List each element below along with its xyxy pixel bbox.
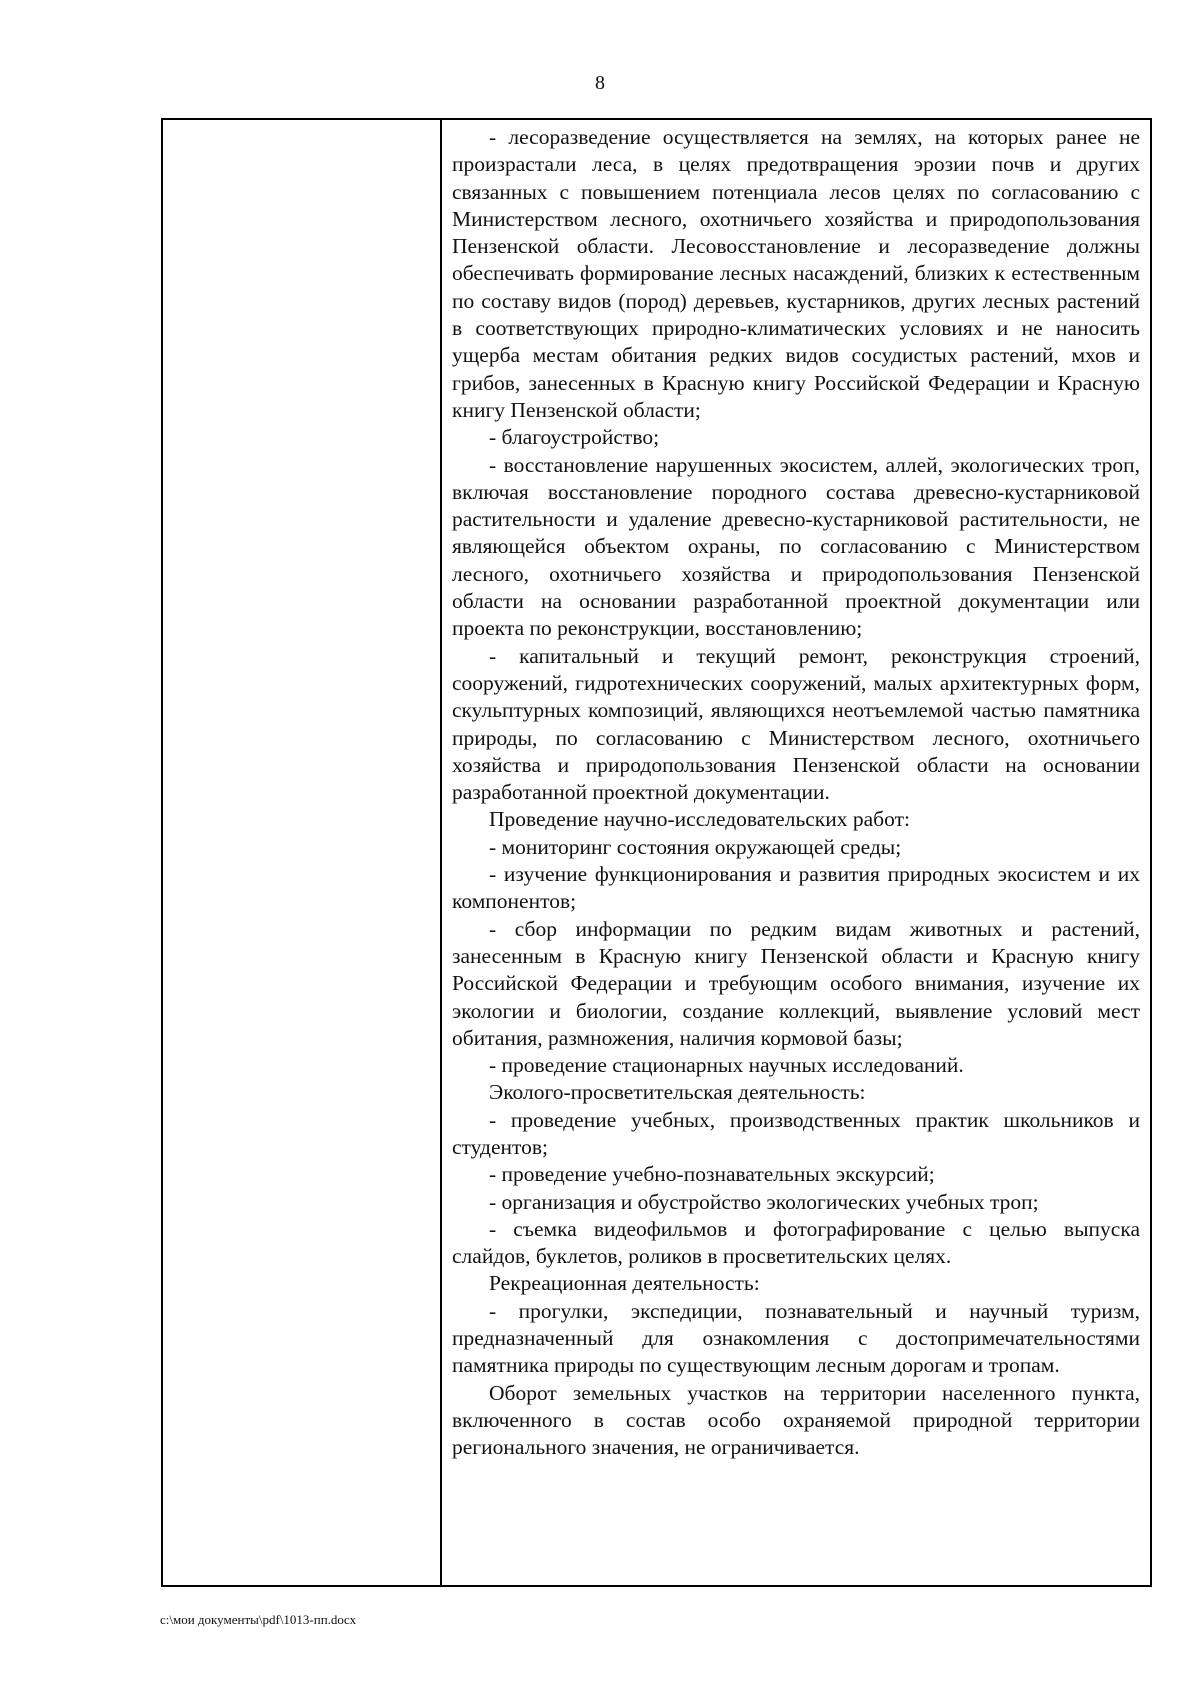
paragraph: - проведение учебно-познавательных экскурсий;	[489, 1162, 935, 1187]
paragraph: Эколого-просветительская деятельность:	[489, 1080, 866, 1105]
paragraph: Проведение научно-исследовательских работ:	[489, 807, 910, 832]
paragraph: - мониторинг состояния окружающей среды;	[489, 834, 902, 859]
paragraph: - восстановление нарушенных экосистем, аллей, экологических троп, включая восстановление породного состава древесно-кустарниковой растительности и удаление древесно-кустарниковой растительности, не являющейся объектом охраны, по согласованию с Министерством лесного, охотничьего хозяйства и природопользования Пензенской области на основании разработанной проектной документации или проекта по реконструкции, восстановлению;	[452, 452, 1140, 641]
table-right-column	[442, 120, 1150, 1585]
paragraph: - капитальный и текущий ремонт, реконструкция строений, сооружений, гидротехнических сооружений, малых архитектурных форм, скульптурных композиций, являющихся неотъемлемой частью памятника природы, по согласованию с Министерством лесного, охотничьего хозяйства и природопользования Пензенской области на основании разработанной проектной документации.	[452, 643, 1140, 805]
paragraph: - организация и обустройство экологических учебных троп;	[489, 1189, 1039, 1214]
paragraph: - изучение функционирования и развития природных экосистем и их компонентов;	[452, 862, 1140, 914]
paragraph: - проведение учебных, производственных практик школьников и студентов;	[452, 1107, 1140, 1159]
paragraph: - сбор информации по редким видам животных и растений, занесенным в Красную книгу Пензенской области и Красную книгу Российской Федерации и требующим особого внимания, изучение их экологии и биологии, создание коллекций, выявление условий мест обитания, размножения, наличия кормовой базы;	[452, 916, 1140, 1050]
footer-file-path: c:\мои документы\pdf\1013-пп.docx	[160, 1612, 357, 1627]
paragraph: Рекреационная деятельность:	[489, 1271, 760, 1296]
paragraph: - съемка видеофильмов и фотографирование с целью выпуска слайдов, буклетов, роликов в просветительских целях.	[452, 1216, 1140, 1269]
table-left-column	[163, 120, 442, 1585]
paragraph: Оборот земельных участков на территории населенного пункта, включенного в состав особо охраняемой природной территории регионального значения, не ограничивается.	[452, 1380, 1140, 1460]
paragraph: - благоустройство;	[489, 425, 660, 450]
paragraph: - проведение стационарных научных исследований.	[489, 1053, 964, 1078]
paragraph: - лесоразведение осуществляется на землях, на которых ранее не произрастали леса, в целях предотвращения эрозии почв и других связанных с повышением потенциала лесов целях по согласованию с Министерством лесного, охотничьего хозяйства и природопользования Пензенской области. Лесовосстановление и лесоразведение должны обеспечивать формирование лесных насаждений, близких к естественным по составу видов (пород) деревьев, кустарников, других лесных растений в соответствующих природно-климатических условиях и не наносить ущерба местам обитания редких видов сосудистых растений, мхов и грибов, занесенных в Красную книгу Российской Федерации и Красную книгу Пензенской области;	[452, 125, 1140, 422]
document-table	[161, 118, 1152, 1587]
page-number: 8	[595, 72, 605, 94]
paragraph: - прогулки, экспедиции, познавательный и научный туризм, предназначенный для ознакомления с достопримечательностями памятника природы по существующим лесным дорогам и тропам.	[452, 1298, 1140, 1378]
